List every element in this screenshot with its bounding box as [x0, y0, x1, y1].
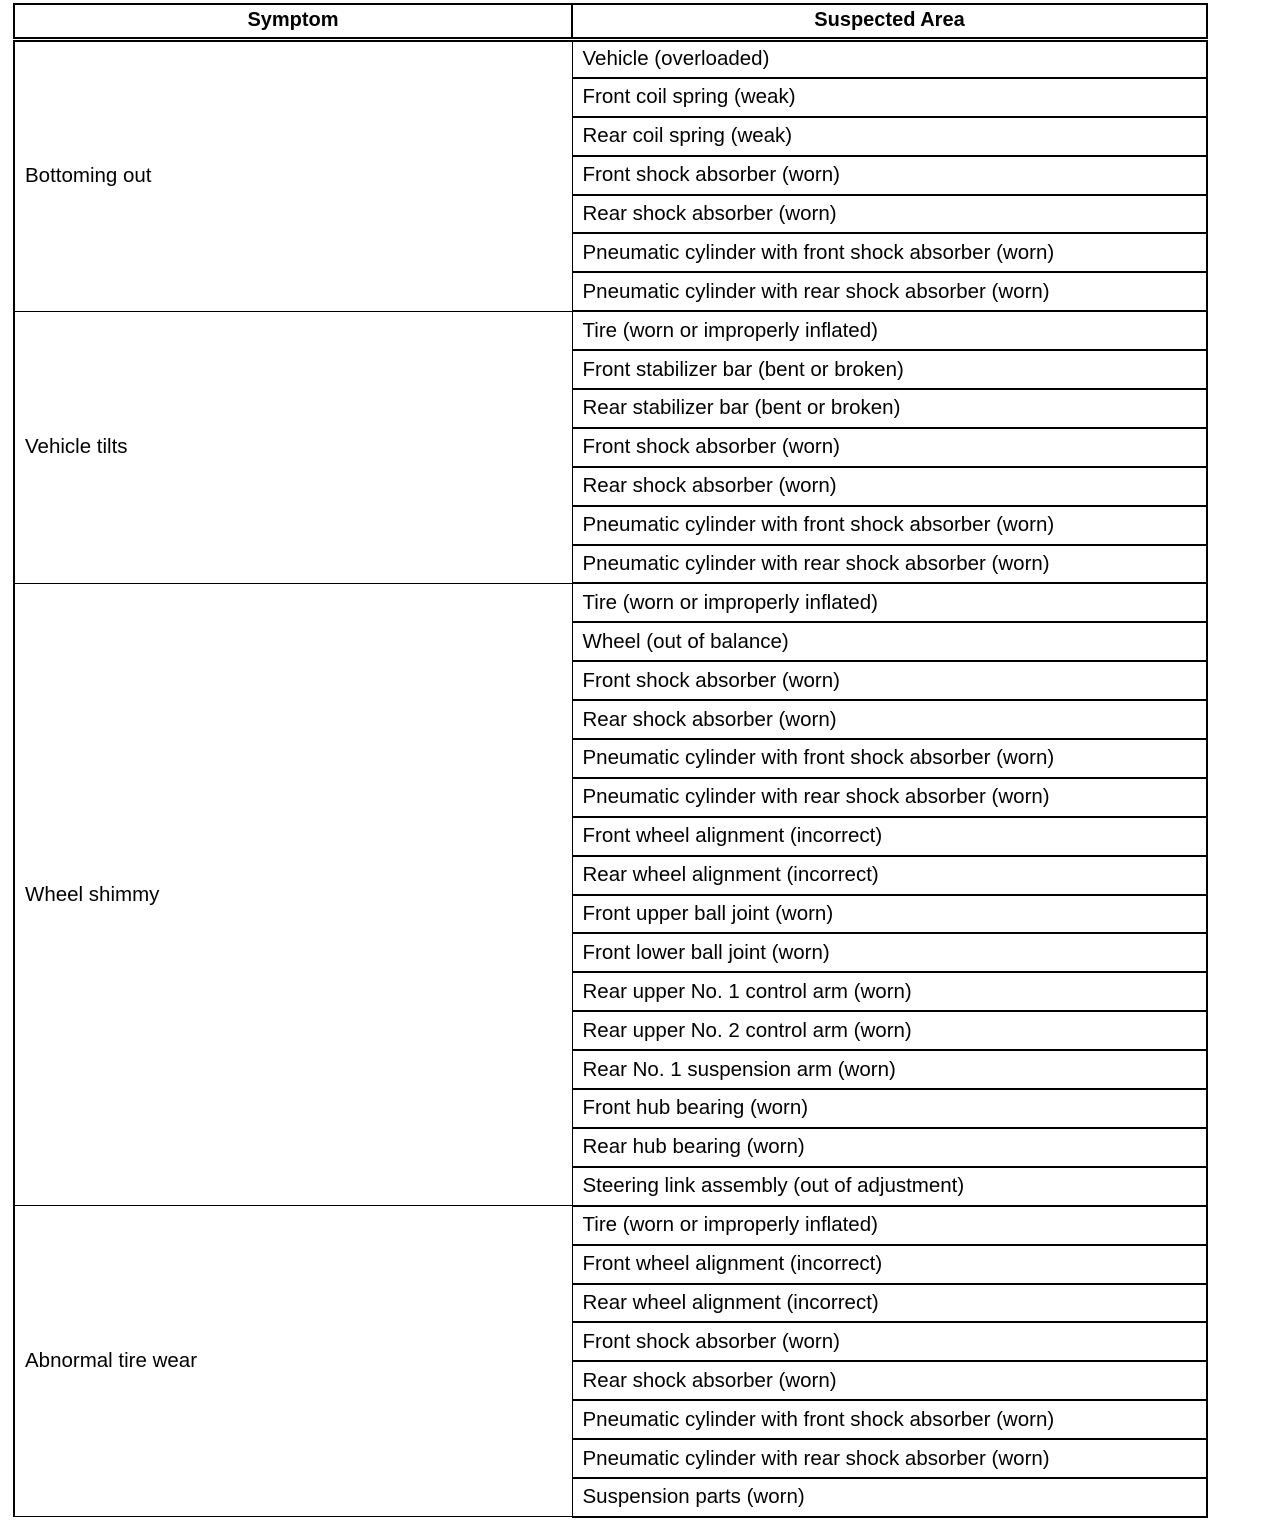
suspected-area-cell: Rear wheel alignment (incorrect): [572, 856, 1207, 895]
suspected-area-cell: Rear shock absorber (worn): [572, 1361, 1207, 1400]
suspected-area-cell: Pneumatic cylinder with rear shock absorber (worn): [572, 778, 1207, 817]
suspected-area-cell: Rear shock absorber (worn): [572, 195, 1207, 234]
suspected-area-cell: Rear wheel alignment (incorrect): [572, 1284, 1207, 1323]
suspected-area-cell: Pneumatic cylinder with front shock absorber (worn): [572, 506, 1207, 545]
suspected-area-cell: Rear coil spring (weak): [572, 117, 1207, 156]
suspected-area-cell: Front shock absorber (worn): [572, 1322, 1207, 1361]
suspected-area-cell: Front upper ball joint (worn): [572, 895, 1207, 934]
suspected-area-cell: Tire (worn or improperly inflated): [572, 311, 1207, 350]
suspected-area-cell: Rear upper No. 1 control arm (worn): [572, 972, 1207, 1011]
suspected-area-cell: Steering link assembly (out of adjustment): [572, 1167, 1207, 1206]
suspected-area-cell: Rear hub bearing (worn): [572, 1128, 1207, 1167]
suspected-area-cell: Vehicle (overloaded): [572, 39, 1207, 78]
suspected-area-cell: Front wheel alignment (incorrect): [572, 817, 1207, 856]
suspected-area-cell: Rear upper No. 2 control arm (worn): [572, 1011, 1207, 1050]
suspected-area-cell: Pneumatic cylinder with rear shock absorber (worn): [572, 545, 1207, 584]
suspected-area-cell: Rear No. 1 suspension arm (worn): [572, 1050, 1207, 1089]
table-row: [14, 39, 1207, 78]
symptom-cell: Bottoming out: [14, 39, 572, 311]
suspected-area-cell: Pneumatic cylinder with rear shock absorber (worn): [572, 272, 1207, 311]
table-body: [14, 39, 1207, 1517]
symptom-table: [13, 3, 1208, 1518]
suspected-area-cell: Pneumatic cylinder with rear shock absorber (worn): [572, 1439, 1207, 1478]
suspected-area-cell: Rear shock absorber (worn): [572, 700, 1207, 739]
suspected-area-cell: Front coil spring (weak): [572, 78, 1207, 117]
symptom-cell: Wheel shimmy: [14, 583, 572, 1205]
symptom-cell: Abnormal tire wear: [14, 1206, 572, 1517]
suspected-area-cell: Pneumatic cylinder with front shock absorber (worn): [572, 233, 1207, 272]
suspected-area-cell: Tire (worn or improperly inflated): [572, 583, 1207, 622]
suspected-area-cell: Suspension parts (worn): [572, 1478, 1207, 1517]
suspected-area-cell: Front stabilizer bar (bent or broken): [572, 350, 1207, 389]
header-suspected-area: Suspected Area: [572, 4, 1207, 39]
suspected-area-cell: Pneumatic cylinder with front shock absorber (worn): [572, 739, 1207, 778]
suspected-area-cell: Front lower ball joint (worn): [572, 933, 1207, 972]
suspected-area-cell: Front shock absorber (worn): [572, 156, 1207, 195]
header-row: [14, 4, 1207, 39]
suspected-area-cell: Front wheel alignment (incorrect): [572, 1245, 1207, 1284]
suspected-area-cell: Rear stabilizer bar (bent or broken): [572, 389, 1207, 428]
suspected-area-cell: Wheel (out of balance): [572, 622, 1207, 661]
suspected-area-cell: Front shock absorber (worn): [572, 428, 1207, 467]
symptom-cell: Vehicle tilts: [14, 311, 572, 583]
header-symptom: Symptom: [14, 4, 572, 39]
table-row: [14, 311, 1207, 350]
suspected-area-cell: Pneumatic cylinder with front shock absorber (worn): [572, 1400, 1207, 1439]
table-row: [14, 1206, 1207, 1245]
table-row: [14, 583, 1207, 622]
suspected-area-cell: Front hub bearing (worn): [572, 1089, 1207, 1128]
suspected-area-cell: Tire (worn or improperly inflated): [572, 1206, 1207, 1245]
suspected-area-cell: Rear shock absorber (worn): [572, 467, 1207, 506]
suspected-area-cell: Front shock absorber (worn): [572, 661, 1207, 700]
